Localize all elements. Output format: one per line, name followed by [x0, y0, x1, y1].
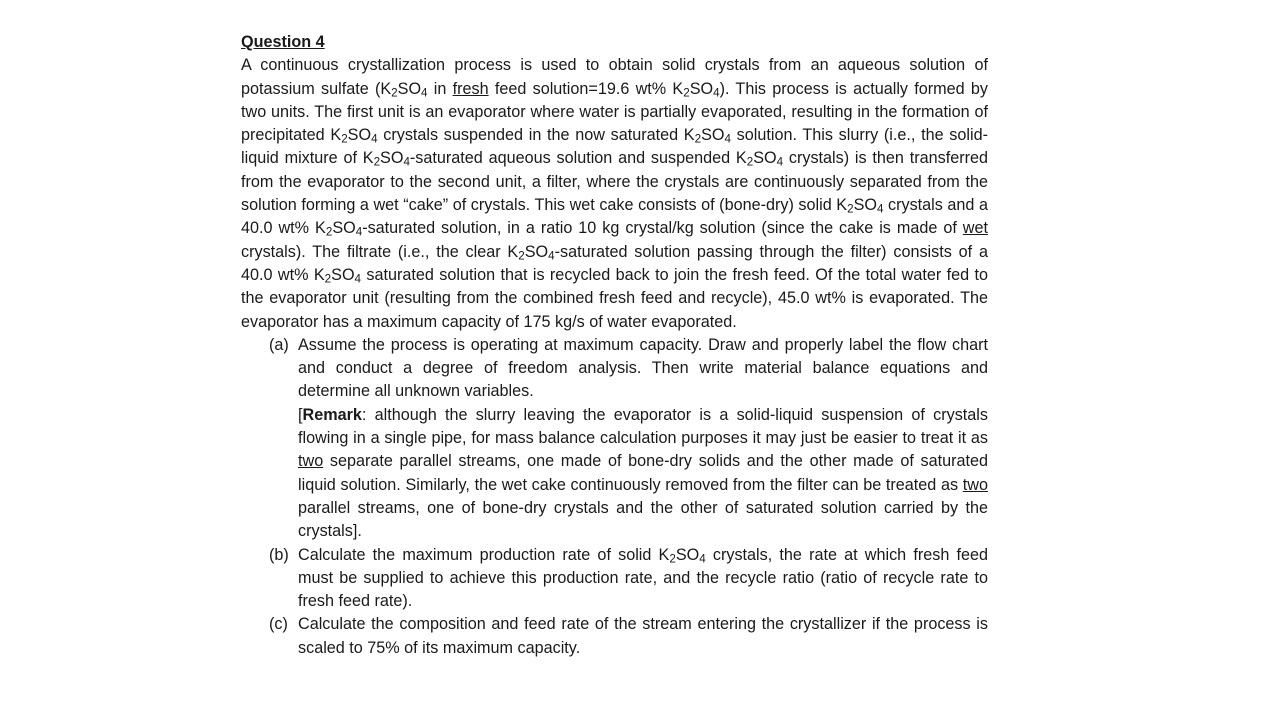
intro-text: SO: [753, 149, 777, 168]
subscript: 4: [699, 552, 706, 566]
part-b-marker: (b): [269, 545, 289, 564]
intro-text: crystals) is then transferred from the evaporator to the second unit, a filter, where the crystals are continuously separated from the solution forming a wet “cake” of crystals. This wet cake consists of (bone-dry) solid K: [241, 149, 988, 215]
subscript: 2: [694, 132, 702, 146]
underlined-word-two: two: [298, 452, 324, 471]
part-c-text: Calculate the composition and feed rate of the stream entering the crystallizer if the process is scaled to 75% of its maximum capacity.: [298, 615, 988, 657]
underlined-word-wet: wet: [962, 219, 988, 238]
subscript: 4: [724, 132, 731, 146]
subscript: 4: [776, 156, 784, 170]
intro-text: A continuous crystallization process is used to obtain solid crystals from an aqueous solution of potassium sulfate (K: [241, 56, 988, 98]
subscript: 4: [876, 202, 884, 216]
intro-text: SO: [331, 265, 355, 284]
intro-text: saturated solution that is recycled back to join the fresh feed. Of the total water fed to the evaporator unit (resulting from the combined fresh feed and recycle), 45.0 wt% is evaporated. The evaporator has a maximum capacity of 175 kg/s of water evaporated.: [241, 265, 988, 331]
intro-text: SO: [853, 196, 877, 215]
intro-text: crystals and a 40.0 wt% K: [241, 196, 988, 238]
subscript: 2: [341, 132, 348, 146]
part-b-text: crystals, the rate at which fresh feed must be supplied to achieve this production rate, and the recycle ratio (ratio of recycle rate to fresh feed rate).: [298, 545, 988, 611]
subscript: 2: [683, 86, 690, 100]
part-c: [241, 613, 988, 660]
subscript: 4: [371, 132, 378, 146]
intro-text: SO: [701, 126, 725, 145]
intro-text: SO: [397, 79, 422, 98]
subscript: 4: [354, 272, 362, 286]
intro-text: crystals suspended in the now saturated K: [377, 126, 695, 145]
part-b-text: Calculate the maximum production rate of solid K: [298, 545, 670, 564]
question-parts-list: [241, 334, 988, 660]
underlined-word-fresh: fresh: [452, 79, 489, 98]
part-b: [241, 544, 988, 614]
intro-text: crystals). The filtrate (i.e., the clear K: [241, 242, 519, 261]
intro-text: SO: [524, 242, 549, 261]
remark-open-bracket: [: [298, 405, 303, 424]
subscript: 2: [746, 156, 754, 170]
remark-text: parallel streams, one of bone-dry crystals and the other of saturated solution carried by the crystals].: [298, 498, 988, 541]
part-a-marker: (a): [269, 335, 289, 354]
intro-text: -saturated solution passing through the filter) consists of a 40.0 wt% K: [241, 242, 988, 284]
subscript: 4: [421, 86, 428, 100]
subscript: 2: [391, 86, 398, 100]
intro-text: -saturated aqueous solution and suspended K: [409, 149, 747, 168]
intro-text: in: [427, 79, 453, 98]
intro-text: SO: [332, 219, 356, 238]
subscript: 4: [713, 86, 720, 100]
remark-label: Remark: [302, 405, 362, 424]
subscript: 2: [325, 225, 333, 239]
subscript: 2: [373, 156, 381, 170]
subscript: 2: [669, 552, 676, 566]
part-b-text: SO: [675, 545, 700, 564]
subscript: 4: [403, 156, 410, 170]
underlined-word-two: two: [962, 475, 988, 494]
part-c-marker: (c): [269, 615, 288, 634]
subscript: 4: [548, 249, 555, 263]
question-document: [241, 31, 988, 660]
part-a: [241, 334, 988, 544]
part-a-text: Assume the process is operating at maximum capacity. Draw and properly label the flow chart and conduct a degree of freedom analysis. Then write material balance equations and determine all unknown variables.: [298, 335, 988, 401]
intro-text: SO: [380, 149, 404, 168]
subscript: 2: [518, 249, 525, 263]
intro-text: ). This process is actually formed by two units. The first unit is an evaporator where water is partially evaporated, resulting in the formation of precipitated K: [241, 79, 988, 145]
intro-text: -saturated solution, in a ratio 10 kg crystal/kg solution (since the cake is made of: [362, 219, 963, 238]
intro-text: solution. This slurry (i.e., the solid-liquid mixture of K: [241, 126, 988, 168]
intro-text: SO: [689, 79, 714, 98]
question-title: Question 4: [241, 33, 325, 51]
intro-text: feed solution=19.6 wt% K: [488, 79, 684, 98]
subscript: 2: [847, 202, 854, 216]
intro-paragraph: [241, 54, 988, 334]
remark-text: : although the slurry leaving the evaporator is a solid-liquid suspension of crystals flowing in a single pipe, for mass balance calculation purposes it may just be easier to treat it as: [298, 405, 988, 448]
remark-text: separate parallel streams, one made of bone-dry solids and the other made of saturated liquid solution. Similarly, the wet cake continuously removed from the filter can be treated as: [298, 452, 988, 494]
subscript: 4: [355, 225, 363, 239]
subscript: 2: [324, 272, 332, 286]
intro-text: SO: [347, 126, 372, 145]
